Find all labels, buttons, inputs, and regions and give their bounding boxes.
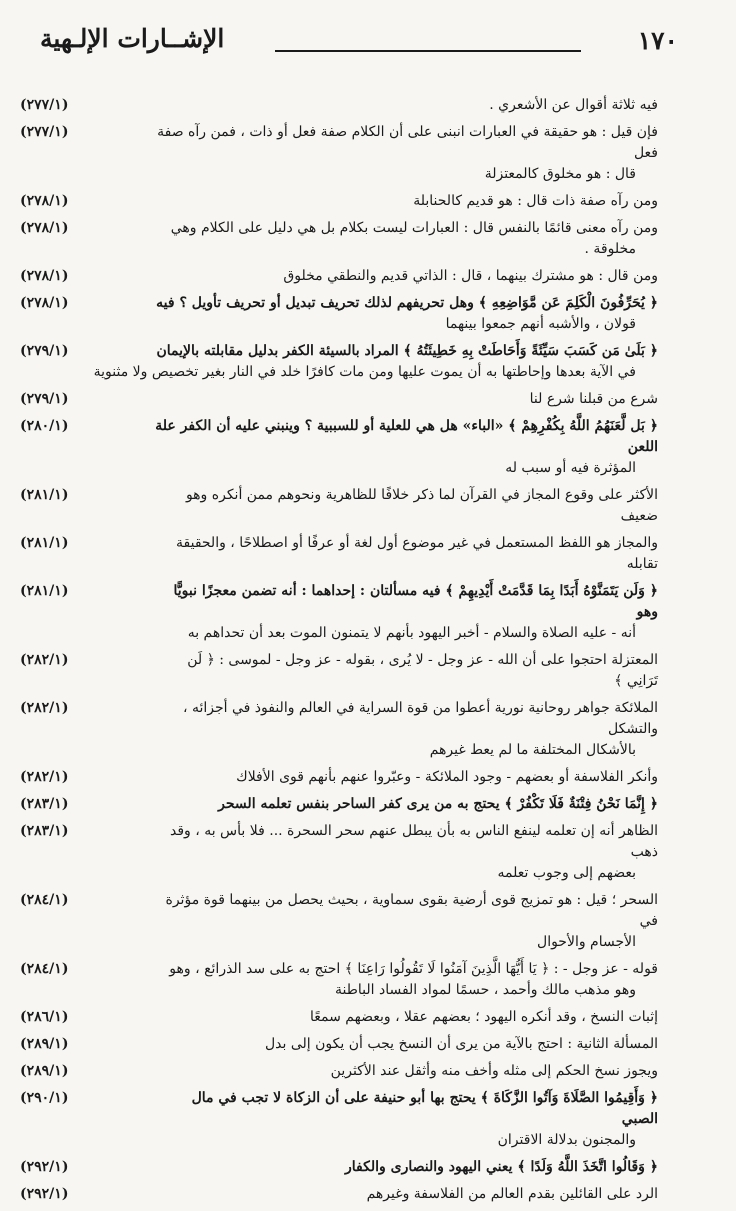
entry-reference: (٢٩٠/١)	[20, 1090, 69, 1106]
entry-text: ﴿ وَلَن يَتَمَنَّوْهُ أَبَدًا بِمَا قَدَّمَتْ أَيْدِيهِمْ ﴾ فيه مسألتان : إحداهما : أنه تضمن معجزًا نبويًّا وهو	[173, 583, 658, 620]
entry-reference: (٢٩٢/١)	[20, 1186, 69, 1202]
index-entry	[20, 95, 658, 116]
entry-reference: (٢٨١/١)	[20, 487, 69, 503]
entry-text: ﴿ بَل لَّعَنَهُمُ اللَّهُ بِكُفْرِهِمْ ﴾ «الباء» هل هي للعلية أو للسببية ؟ وينبني عليه أن الكفر علة اللعن	[155, 418, 658, 455]
entry-text: فإن قيل : هو حقيقة في العبارات انبنى على أن الكلام صفة فعل أو ذات ، فمن رآه صفة فعل	[157, 124, 658, 161]
entry-reference: (٢٨٤/١)	[20, 892, 69, 908]
entry-text: ويجوز نسخ الحكم إلى مثله وأخف منه وأثقل عند الأكثرين	[330, 1063, 658, 1079]
entry-text: المسألة الثانية : احتج بالآية من يرى أن النسخ يجب أن يكون إلى بدل	[264, 1036, 658, 1052]
entry-reference: (٢٩٢/١)	[20, 1159, 69, 1175]
entry-reference: (٢٨٦/١)	[20, 1009, 69, 1025]
entry-continuation: بعضهم إلى وجوب تعلمه	[497, 865, 636, 881]
entry-reference: (٢٨٩/١)	[20, 1036, 69, 1052]
index-entry	[20, 293, 658, 335]
entry-text: ﴿ وَقَالُوا اتَّخَذَ اللَّهُ وَلَدًا ﴾ يعني اليهود والنصارى والكفار	[345, 1159, 658, 1175]
entry-continuation: المؤثرة فيه أو سبب له	[505, 460, 636, 476]
entry-text: والمجاز هو اللفظ المستعمل في غير موضوع أول لغة أو عرفًا أو اصطلاحًا ، والحقيقة تقابله	[176, 535, 658, 572]
entry-text: السحر ؛ قيل : هو تمزيج قوى أرضية بقوى سماوية ، بحيث يحصل من بينهما قوة مؤثرة في	[165, 892, 658, 929]
running-title: الإشــارات الإلـهية	[40, 24, 225, 53]
entry-reference: (٢٧٩/١)	[20, 343, 69, 359]
index-entry	[20, 1061, 658, 1082]
index-entries	[20, 95, 658, 1211]
entry-continuation: أنه - عليه الصلاة والسلام - أخبر اليهود بأنهم لا يتمنون الموت بعد أن تحداهم به	[187, 625, 636, 641]
entry-reference: (٢٧٨/١)	[20, 295, 69, 311]
index-entry	[20, 1184, 658, 1205]
entry-reference: (٢٧٨/١)	[20, 220, 69, 236]
index-entry	[20, 485, 658, 527]
index-entry	[20, 1157, 658, 1178]
entry-text: ﴿ إِنَّمَا نَحْنُ فِتْنَةٌ فَلَا تَكْفُرْ ﴾ يحتج به من يرى كفر الساحر بنفس تعلمه السحر	[218, 796, 658, 812]
page-header	[40, 22, 696, 62]
entry-reference: (٢٧٨/١)	[20, 193, 69, 209]
entry-continuation: بالأشكال المختلفة ما لم يعط غيرهم	[429, 742, 636, 758]
entry-continuation: الأجسام والأحوال	[537, 934, 636, 950]
index-entry	[20, 341, 658, 383]
entry-continuation: والمجنون بدلالة الاقتران	[497, 1132, 636, 1148]
entry-text: وأنكر الفلاسفة أو بعضهم - وجود الملائكة - وعبّروا عنهم بأنهم قوى الأفلاك	[236, 769, 658, 785]
entry-text: الظاهر أنه إن تعلمه لينفع الناس به بأن يبطل عنهم سحر السحرة ... فلا بأس به ، وقد ذهب	[169, 823, 658, 860]
entry-reference: (٢٧٩/١)	[20, 391, 69, 407]
index-entry	[20, 698, 658, 761]
entry-text: فيه ثلاثة أقوال عن الأشعري .	[489, 97, 658, 113]
index-entry	[20, 191, 658, 212]
entry-reference: (٢٧٨/١)	[20, 268, 69, 284]
entry-text: الرد على القائلين بقدم العالم من الفلاسفة وغيرهم	[366, 1186, 658, 1202]
index-entry	[20, 266, 658, 287]
index-entry	[20, 416, 658, 479]
entry-reference: (٢٨٠/١)	[20, 418, 69, 434]
entry-text: ومن قال : هو مشترك بينهما ، قال : الذاتي قديم والنطقي مخلوق	[283, 268, 658, 284]
entry-reference: (٢٧٧/١)	[20, 124, 69, 140]
entry-reference: (٢٧٧/١)	[20, 97, 69, 113]
entry-text: ﴿ وَأَقِيمُوا الصَّلَاةَ وَآتُوا الزَّكَاةَ ﴾ يحتج بها أبو حنيفة على أن الزكاة لا تجب في مال الصبي	[191, 1090, 658, 1127]
entry-reference: (٢٨٢/١)	[20, 700, 69, 716]
index-entry	[20, 767, 658, 788]
header-rule	[275, 50, 581, 52]
index-entry	[20, 533, 658, 575]
entry-reference: (٢٨٣/١)	[20, 796, 69, 812]
index-entry	[20, 1034, 658, 1055]
index-entry	[20, 122, 658, 185]
index-entry	[20, 959, 658, 1001]
index-entry	[20, 1088, 658, 1151]
index-entry	[20, 821, 658, 884]
index-entry	[20, 581, 658, 644]
entry-reference: (٢٨٤/١)	[20, 961, 69, 977]
index-entry	[20, 890, 658, 953]
entry-continuation: قال : هو مخلوق كالمعتزلة	[484, 166, 636, 182]
index-entry	[20, 1007, 658, 1028]
entry-continuation: وهو مذهب مالك وأحمد ، حسمًا لمواد الفساد الباطنة	[334, 982, 636, 998]
index-entry	[20, 218, 658, 260]
entry-text: المعتزلة احتجوا على أن الله - عز وجل - لا يُرى ، بقوله - عز وجل - لموسى : ﴿ لَن تَرَانِي ﴾	[187, 652, 658, 689]
page-number: ١٧٠	[637, 26, 678, 55]
index-entry	[20, 389, 658, 410]
entry-reference: (٢٨٢/١)	[20, 769, 69, 785]
entry-reference: (٢٨٣/١)	[20, 823, 69, 839]
entry-text: قوله - عز وجل - : ﴿ يَا أَيُّهَا الَّذِينَ آمَنُوا لَا تَقُولُوا رَاعِنَا ﴾ احتج به على سد الذرائع ، وهو	[169, 961, 658, 977]
entry-text: ﴿ يُحَرِّفُونَ الْكَلِمَ عَن مَّوَاضِعِهِ ﴾ وهل تحريفهم لذلك تحريف تبديل أو تحريف تأويل ؟ فيه	[156, 295, 658, 311]
entry-text: شرع من قبلنا شرع لنا	[529, 391, 658, 407]
entry-text: الملائكة جواهر روحانية نورية أعطوا من قوة السراية في العالم والنفوذ في أجزائه ، والتشكل	[182, 700, 658, 737]
index-entry	[20, 650, 658, 692]
entry-text: ومن رآه معنى قائمًا بالنفس قال : العبارات ليست بكلام بل هي دليل على الكلام وهي	[170, 220, 658, 236]
entry-reference: (٢٨٩/١)	[20, 1063, 69, 1079]
entry-text: الأكثر على وقوع المجاز في القرآن لما ذكر خلافًا للظاهرية ونحوهم ممن أنكره وهو ضعيف	[185, 487, 658, 524]
entry-text: إثبات النسخ ، وقد أنكره اليهود ؛ بعضهم عقلا ، وبعضهم سمعًا	[310, 1009, 658, 1025]
entry-continuation: مخلوقة .	[584, 241, 636, 257]
entry-reference: (٢٨١/١)	[20, 583, 69, 599]
entry-continuation: قولان ، والأشبه أنهم جمعوا بينهما	[445, 316, 636, 332]
entry-reference: (٢٨٢/١)	[20, 652, 69, 668]
index-entry	[20, 794, 658, 815]
entry-text: ومن رآه صفة ذات قال : هو قديم كالحنابلة	[413, 193, 658, 209]
entry-reference: (٢٨١/١)	[20, 535, 69, 551]
entry-continuation: في الآية بعدها وإحاطتها به أن يموت عليها ومن مات كافرًا خلد في النار بغير تخصيص ولا مثنوية	[93, 364, 636, 380]
entry-text: ﴿ بَلَىٰ مَن كَسَبَ سَيِّئَةً وَأَحَاطَتْ بِهِ خَطِيئَتُهُ ﴾ المراد بالسيئة الكفر بدليل مقابلته بالإيمان	[156, 343, 658, 359]
